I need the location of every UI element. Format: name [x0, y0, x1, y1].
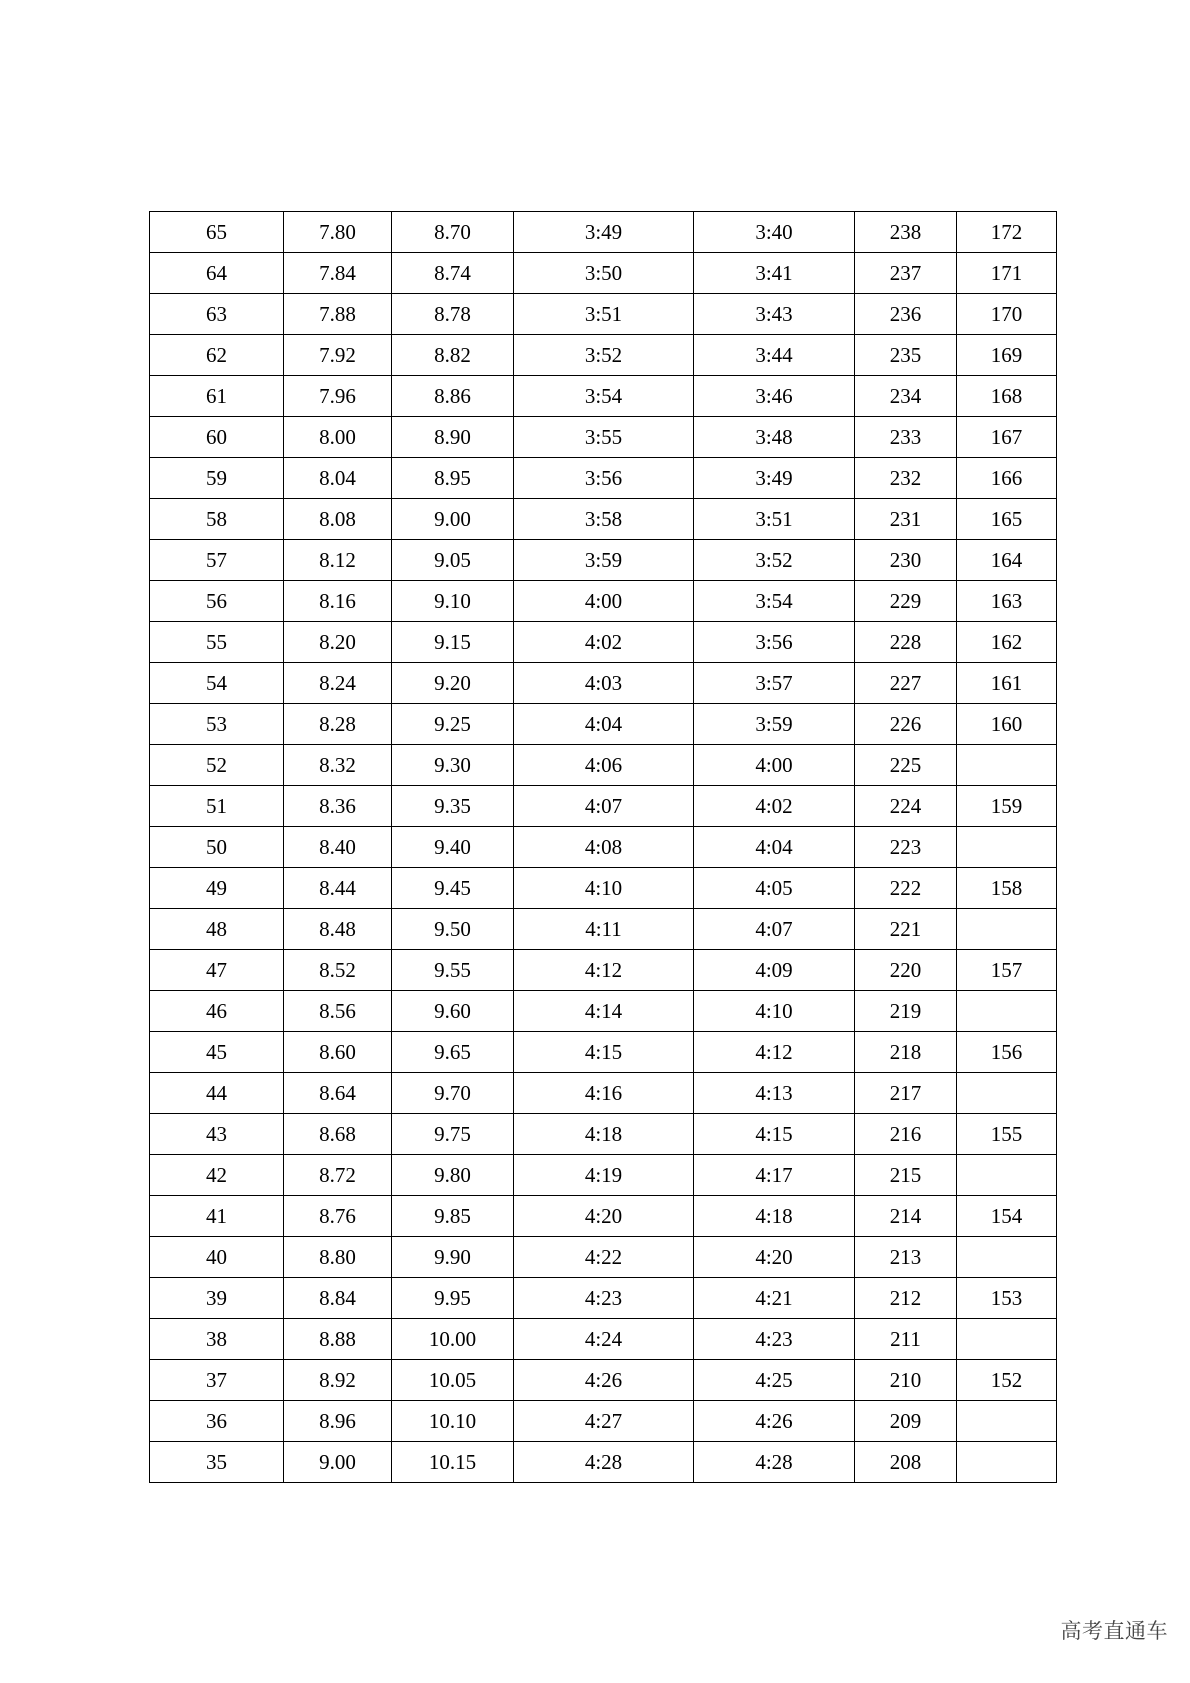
table-row [150, 1196, 1057, 1237]
table-cell-col-7: 163 [957, 581, 1057, 622]
table-cell-col-7 [957, 827, 1057, 868]
table-cell-col-4: 4:07 [514, 786, 694, 827]
table-cell-col-4: 3:52 [514, 335, 694, 376]
table-cell-col-2: 8.40 [284, 827, 392, 868]
table-cell-col-5: 4:00 [694, 745, 855, 786]
table-cell-col-6: 232 [855, 458, 957, 499]
table-cell-col-2: 8.52 [284, 950, 392, 991]
table-cell-col-2: 8.84 [284, 1278, 392, 1319]
table-cell-score: 45 [150, 1032, 284, 1073]
table-cell-col-6: 216 [855, 1114, 957, 1155]
table-row [150, 1278, 1057, 1319]
table-cell-col-2: 8.08 [284, 499, 392, 540]
table-cell-score: 39 [150, 1278, 284, 1319]
table-cell-col-3: 8.95 [392, 458, 514, 499]
table-cell-col-3: 8.90 [392, 417, 514, 458]
table-row [150, 212, 1057, 253]
table-row [150, 745, 1057, 786]
table-cell-score: 57 [150, 540, 284, 581]
table-cell-col-7: 166 [957, 458, 1057, 499]
table-cell-col-2: 8.16 [284, 581, 392, 622]
table-cell-col-2: 8.20 [284, 622, 392, 663]
table-cell-col-6: 211 [855, 1319, 957, 1360]
table-cell-col-6: 238 [855, 212, 957, 253]
table-row [150, 253, 1057, 294]
table-cell-col-3: 8.74 [392, 253, 514, 294]
table-cell-score: 62 [150, 335, 284, 376]
table-cell-score: 49 [150, 868, 284, 909]
table-cell-col-5: 4:20 [694, 1237, 855, 1278]
table-cell-col-5: 3:49 [694, 458, 855, 499]
table-cell-col-4: 4:08 [514, 827, 694, 868]
table-cell-score: 53 [150, 704, 284, 745]
table-cell-col-7: 155 [957, 1114, 1057, 1155]
table-cell-col-3: 9.75 [392, 1114, 514, 1155]
table-cell-col-3: 9.40 [392, 827, 514, 868]
table-cell-col-4: 4:10 [514, 868, 694, 909]
table-cell-col-4: 3:59 [514, 540, 694, 581]
table-cell-col-2: 8.60 [284, 1032, 392, 1073]
table-cell-col-6: 219 [855, 991, 957, 1032]
table-cell-col-4: 4:16 [514, 1073, 694, 1114]
table-cell-col-4: 4:28 [514, 1442, 694, 1483]
table-cell-col-6: 213 [855, 1237, 957, 1278]
table-cell-col-6: 237 [855, 253, 957, 294]
table-cell-score: 52 [150, 745, 284, 786]
table-cell-col-3: 9.50 [392, 909, 514, 950]
table-row [150, 786, 1057, 827]
table-cell-col-7: 158 [957, 868, 1057, 909]
table-cell-col-4: 4:18 [514, 1114, 694, 1155]
table-cell-col-3: 9.05 [392, 540, 514, 581]
table-cell-col-4: 4:24 [514, 1319, 694, 1360]
table-cell-col-5: 4:02 [694, 786, 855, 827]
table-cell-score: 41 [150, 1196, 284, 1237]
table-cell-col-7 [957, 909, 1057, 950]
table-cell-col-6: 236 [855, 294, 957, 335]
table-cell-col-3: 9.45 [392, 868, 514, 909]
table-cell-col-3: 9.15 [392, 622, 514, 663]
table-body [150, 212, 1057, 1483]
table-cell-col-6: 224 [855, 786, 957, 827]
table-cell-col-5: 3:46 [694, 376, 855, 417]
table-row [150, 1360, 1057, 1401]
table-cell-col-4: 4:00 [514, 581, 694, 622]
table-row [150, 581, 1057, 622]
table-cell-col-7: 168 [957, 376, 1057, 417]
table-cell-col-3: 10.05 [392, 1360, 514, 1401]
table-cell-col-2: 8.56 [284, 991, 392, 1032]
table-cell-score: 44 [150, 1073, 284, 1114]
table-cell-score: 40 [150, 1237, 284, 1278]
table-cell-col-5: 4:18 [694, 1196, 855, 1237]
table-cell-col-2: 8.76 [284, 1196, 392, 1237]
table-cell-col-5: 3:40 [694, 212, 855, 253]
table-cell-col-6: 225 [855, 745, 957, 786]
table-cell-score: 64 [150, 253, 284, 294]
table-cell-col-7: 162 [957, 622, 1057, 663]
table-cell-col-7 [957, 1155, 1057, 1196]
table-cell-col-7: 161 [957, 663, 1057, 704]
table-cell-col-2: 8.48 [284, 909, 392, 950]
table-cell-col-4: 3:49 [514, 212, 694, 253]
table-cell-col-6: 210 [855, 1360, 957, 1401]
table-cell-col-7: 152 [957, 1360, 1057, 1401]
table-cell-col-7 [957, 745, 1057, 786]
table-row [150, 704, 1057, 745]
table-row [150, 1155, 1057, 1196]
table-row [150, 499, 1057, 540]
table-cell-col-2: 8.36 [284, 786, 392, 827]
table-cell-score: 51 [150, 786, 284, 827]
table-cell-col-4: 4:19 [514, 1155, 694, 1196]
table-cell-col-4: 4:02 [514, 622, 694, 663]
table-cell-col-7 [957, 991, 1057, 1032]
table-cell-col-2: 8.92 [284, 1360, 392, 1401]
table-cell-col-2: 7.96 [284, 376, 392, 417]
table-cell-col-5: 4:09 [694, 950, 855, 991]
table-cell-score: 54 [150, 663, 284, 704]
table-cell-col-6: 234 [855, 376, 957, 417]
table-cell-col-7: 154 [957, 1196, 1057, 1237]
table-cell-score: 46 [150, 991, 284, 1032]
table-cell-col-3: 10.15 [392, 1442, 514, 1483]
table-cell-col-2: 7.88 [284, 294, 392, 335]
table-cell-col-3: 9.65 [392, 1032, 514, 1073]
table-cell-col-6: 228 [855, 622, 957, 663]
score-table [149, 211, 1057, 1483]
table-row [150, 1442, 1057, 1483]
table-cell-col-2: 9.00 [284, 1442, 392, 1483]
table-cell-col-6: 218 [855, 1032, 957, 1073]
table-cell-score: 37 [150, 1360, 284, 1401]
table-cell-col-5: 4:15 [694, 1114, 855, 1155]
table-cell-col-3: 9.85 [392, 1196, 514, 1237]
table-cell-score: 47 [150, 950, 284, 991]
table-cell-col-7 [957, 1319, 1057, 1360]
table-cell-col-5: 4:28 [694, 1442, 855, 1483]
table-cell-col-4: 3:55 [514, 417, 694, 458]
table-cell-score: 58 [150, 499, 284, 540]
table-cell-col-4: 3:54 [514, 376, 694, 417]
table-cell-col-3: 9.30 [392, 745, 514, 786]
table-cell-col-6: 223 [855, 827, 957, 868]
table-cell-col-7: 159 [957, 786, 1057, 827]
table-cell-col-4: 4:12 [514, 950, 694, 991]
table-cell-col-4: 4:11 [514, 909, 694, 950]
table-cell-score: 63 [150, 294, 284, 335]
watermark: 高考直通车 [1060, 1619, 1168, 1643]
table-cell-col-5: 3:52 [694, 540, 855, 581]
table-cell-col-4: 4:22 [514, 1237, 694, 1278]
table-cell-col-2: 8.72 [284, 1155, 392, 1196]
table-cell-col-5: 4:17 [694, 1155, 855, 1196]
table-cell-col-6: 230 [855, 540, 957, 581]
table-row [150, 1319, 1057, 1360]
table-cell-col-2: 7.92 [284, 335, 392, 376]
table-cell-col-5: 4:13 [694, 1073, 855, 1114]
table-cell-col-5: 4:26 [694, 1401, 855, 1442]
table-row [150, 417, 1057, 458]
table-cell-col-3: 8.82 [392, 335, 514, 376]
table-cell-col-3: 10.10 [392, 1401, 514, 1442]
table-cell-col-5: 3:43 [694, 294, 855, 335]
table-cell-col-7 [957, 1237, 1057, 1278]
table-cell-col-5: 4:10 [694, 991, 855, 1032]
table-cell-col-7: 169 [957, 335, 1057, 376]
table-cell-col-4: 4:06 [514, 745, 694, 786]
table-cell-col-5: 4:25 [694, 1360, 855, 1401]
table-cell-col-3: 8.86 [392, 376, 514, 417]
table-row [150, 868, 1057, 909]
table-cell-col-2: 8.04 [284, 458, 392, 499]
table-cell-col-7: 165 [957, 499, 1057, 540]
table-cell-col-6: 227 [855, 663, 957, 704]
table-cell-col-6: 233 [855, 417, 957, 458]
table-cell-col-5: 3:51 [694, 499, 855, 540]
table-cell-score: 35 [150, 1442, 284, 1483]
table-cell-col-5: 3:48 [694, 417, 855, 458]
table-cell-col-2: 7.84 [284, 253, 392, 294]
table-cell-col-3: 8.78 [392, 294, 514, 335]
table-cell-score: 55 [150, 622, 284, 663]
table-cell-score: 36 [150, 1401, 284, 1442]
table-row [150, 622, 1057, 663]
table-cell-score: 65 [150, 212, 284, 253]
table-row [150, 909, 1057, 950]
table-cell-col-3: 9.20 [392, 663, 514, 704]
table-cell-col-5: 4:12 [694, 1032, 855, 1073]
table-row [150, 540, 1057, 581]
table-cell-col-6: 221 [855, 909, 957, 950]
table-cell-col-2: 8.32 [284, 745, 392, 786]
table-row [150, 335, 1057, 376]
table-cell-col-7: 153 [957, 1278, 1057, 1319]
table-cell-col-7: 171 [957, 253, 1057, 294]
table-row [150, 1032, 1057, 1073]
table-row [150, 827, 1057, 868]
table-cell-col-5: 3:56 [694, 622, 855, 663]
table-cell-col-4: 4:03 [514, 663, 694, 704]
table-cell-col-6: 208 [855, 1442, 957, 1483]
table-cell-col-2: 8.68 [284, 1114, 392, 1155]
table-cell-col-2: 8.00 [284, 417, 392, 458]
table-cell-col-2: 8.28 [284, 704, 392, 745]
table-cell-col-5: 3:44 [694, 335, 855, 376]
table-cell-col-3: 9.80 [392, 1155, 514, 1196]
table-cell-col-7: 156 [957, 1032, 1057, 1073]
table-cell-score: 59 [150, 458, 284, 499]
table-cell-col-4: 4:04 [514, 704, 694, 745]
table-cell-col-7: 164 [957, 540, 1057, 581]
table-cell-col-2: 8.96 [284, 1401, 392, 1442]
table-row [150, 663, 1057, 704]
table-cell-col-4: 4:14 [514, 991, 694, 1032]
table-cell-col-7 [957, 1401, 1057, 1442]
table-cell-score: 43 [150, 1114, 284, 1155]
table-cell-col-2: 8.64 [284, 1073, 392, 1114]
table-cell-col-6: 220 [855, 950, 957, 991]
table-cell-col-7: 172 [957, 212, 1057, 253]
table-cell-col-6: 235 [855, 335, 957, 376]
table-cell-col-6: 226 [855, 704, 957, 745]
table-cell-col-5: 3:54 [694, 581, 855, 622]
table-cell-col-3: 9.10 [392, 581, 514, 622]
table-cell-col-7: 167 [957, 417, 1057, 458]
table-cell-col-3: 9.00 [392, 499, 514, 540]
table-cell-col-5: 4:21 [694, 1278, 855, 1319]
table-cell-col-2: 8.88 [284, 1319, 392, 1360]
table-cell-col-2: 8.80 [284, 1237, 392, 1278]
table-cell-score: 42 [150, 1155, 284, 1196]
table-cell-col-6: 212 [855, 1278, 957, 1319]
table-cell-col-3: 9.70 [392, 1073, 514, 1114]
table-cell-col-4: 4:26 [514, 1360, 694, 1401]
table-row [150, 1401, 1057, 1442]
table-cell-col-2: 8.24 [284, 663, 392, 704]
table-cell-score: 61 [150, 376, 284, 417]
table-cell-col-3: 10.00 [392, 1319, 514, 1360]
table-row [150, 458, 1057, 499]
table-cell-col-6: 229 [855, 581, 957, 622]
table-cell-score: 56 [150, 581, 284, 622]
table-row [150, 991, 1057, 1032]
table-cell-col-6: 214 [855, 1196, 957, 1237]
table-row [150, 376, 1057, 417]
table-cell-col-6: 215 [855, 1155, 957, 1196]
table-cell-col-6: 217 [855, 1073, 957, 1114]
table-cell-col-5: 4:23 [694, 1319, 855, 1360]
table-row [150, 1237, 1057, 1278]
table-cell-col-2: 8.44 [284, 868, 392, 909]
table-cell-col-4: 4:23 [514, 1278, 694, 1319]
table-cell-score: 38 [150, 1319, 284, 1360]
table-cell-col-2: 7.80 [284, 212, 392, 253]
table-cell-col-2: 8.12 [284, 540, 392, 581]
table-row [150, 950, 1057, 991]
table-cell-col-4: 3:58 [514, 499, 694, 540]
table-cell-col-6: 231 [855, 499, 957, 540]
table-cell-col-3: 9.55 [392, 950, 514, 991]
table-cell-col-6: 209 [855, 1401, 957, 1442]
table-cell-col-3: 8.70 [392, 212, 514, 253]
table-cell-col-5: 3:59 [694, 704, 855, 745]
table-cell-col-3: 9.90 [392, 1237, 514, 1278]
table-cell-col-4: 4:15 [514, 1032, 694, 1073]
table-cell-col-5: 4:05 [694, 868, 855, 909]
table-cell-score: 60 [150, 417, 284, 458]
table-cell-col-7 [957, 1442, 1057, 1483]
table-cell-col-4: 4:27 [514, 1401, 694, 1442]
table-cell-col-7: 160 [957, 704, 1057, 745]
table-cell-score: 48 [150, 909, 284, 950]
table-cell-col-4: 4:20 [514, 1196, 694, 1237]
table-cell-col-5: 3:41 [694, 253, 855, 294]
table-cell-col-5: 4:07 [694, 909, 855, 950]
table-cell-col-7: 170 [957, 294, 1057, 335]
table-cell-col-7: 157 [957, 950, 1057, 991]
table-cell-col-3: 9.95 [392, 1278, 514, 1319]
table-row [150, 1114, 1057, 1155]
table-row [150, 294, 1057, 335]
table-cell-col-4: 3:51 [514, 294, 694, 335]
table-cell-col-4: 3:56 [514, 458, 694, 499]
table-row [150, 1073, 1057, 1114]
table-cell-col-7 [957, 1073, 1057, 1114]
table-cell-col-6: 222 [855, 868, 957, 909]
table-cell-col-3: 9.35 [392, 786, 514, 827]
table-cell-col-5: 4:04 [694, 827, 855, 868]
table-cell-col-3: 9.60 [392, 991, 514, 1032]
table-cell-col-3: 9.25 [392, 704, 514, 745]
table-cell-col-4: 3:50 [514, 253, 694, 294]
table-cell-col-5: 3:57 [694, 663, 855, 704]
table-cell-score: 50 [150, 827, 284, 868]
